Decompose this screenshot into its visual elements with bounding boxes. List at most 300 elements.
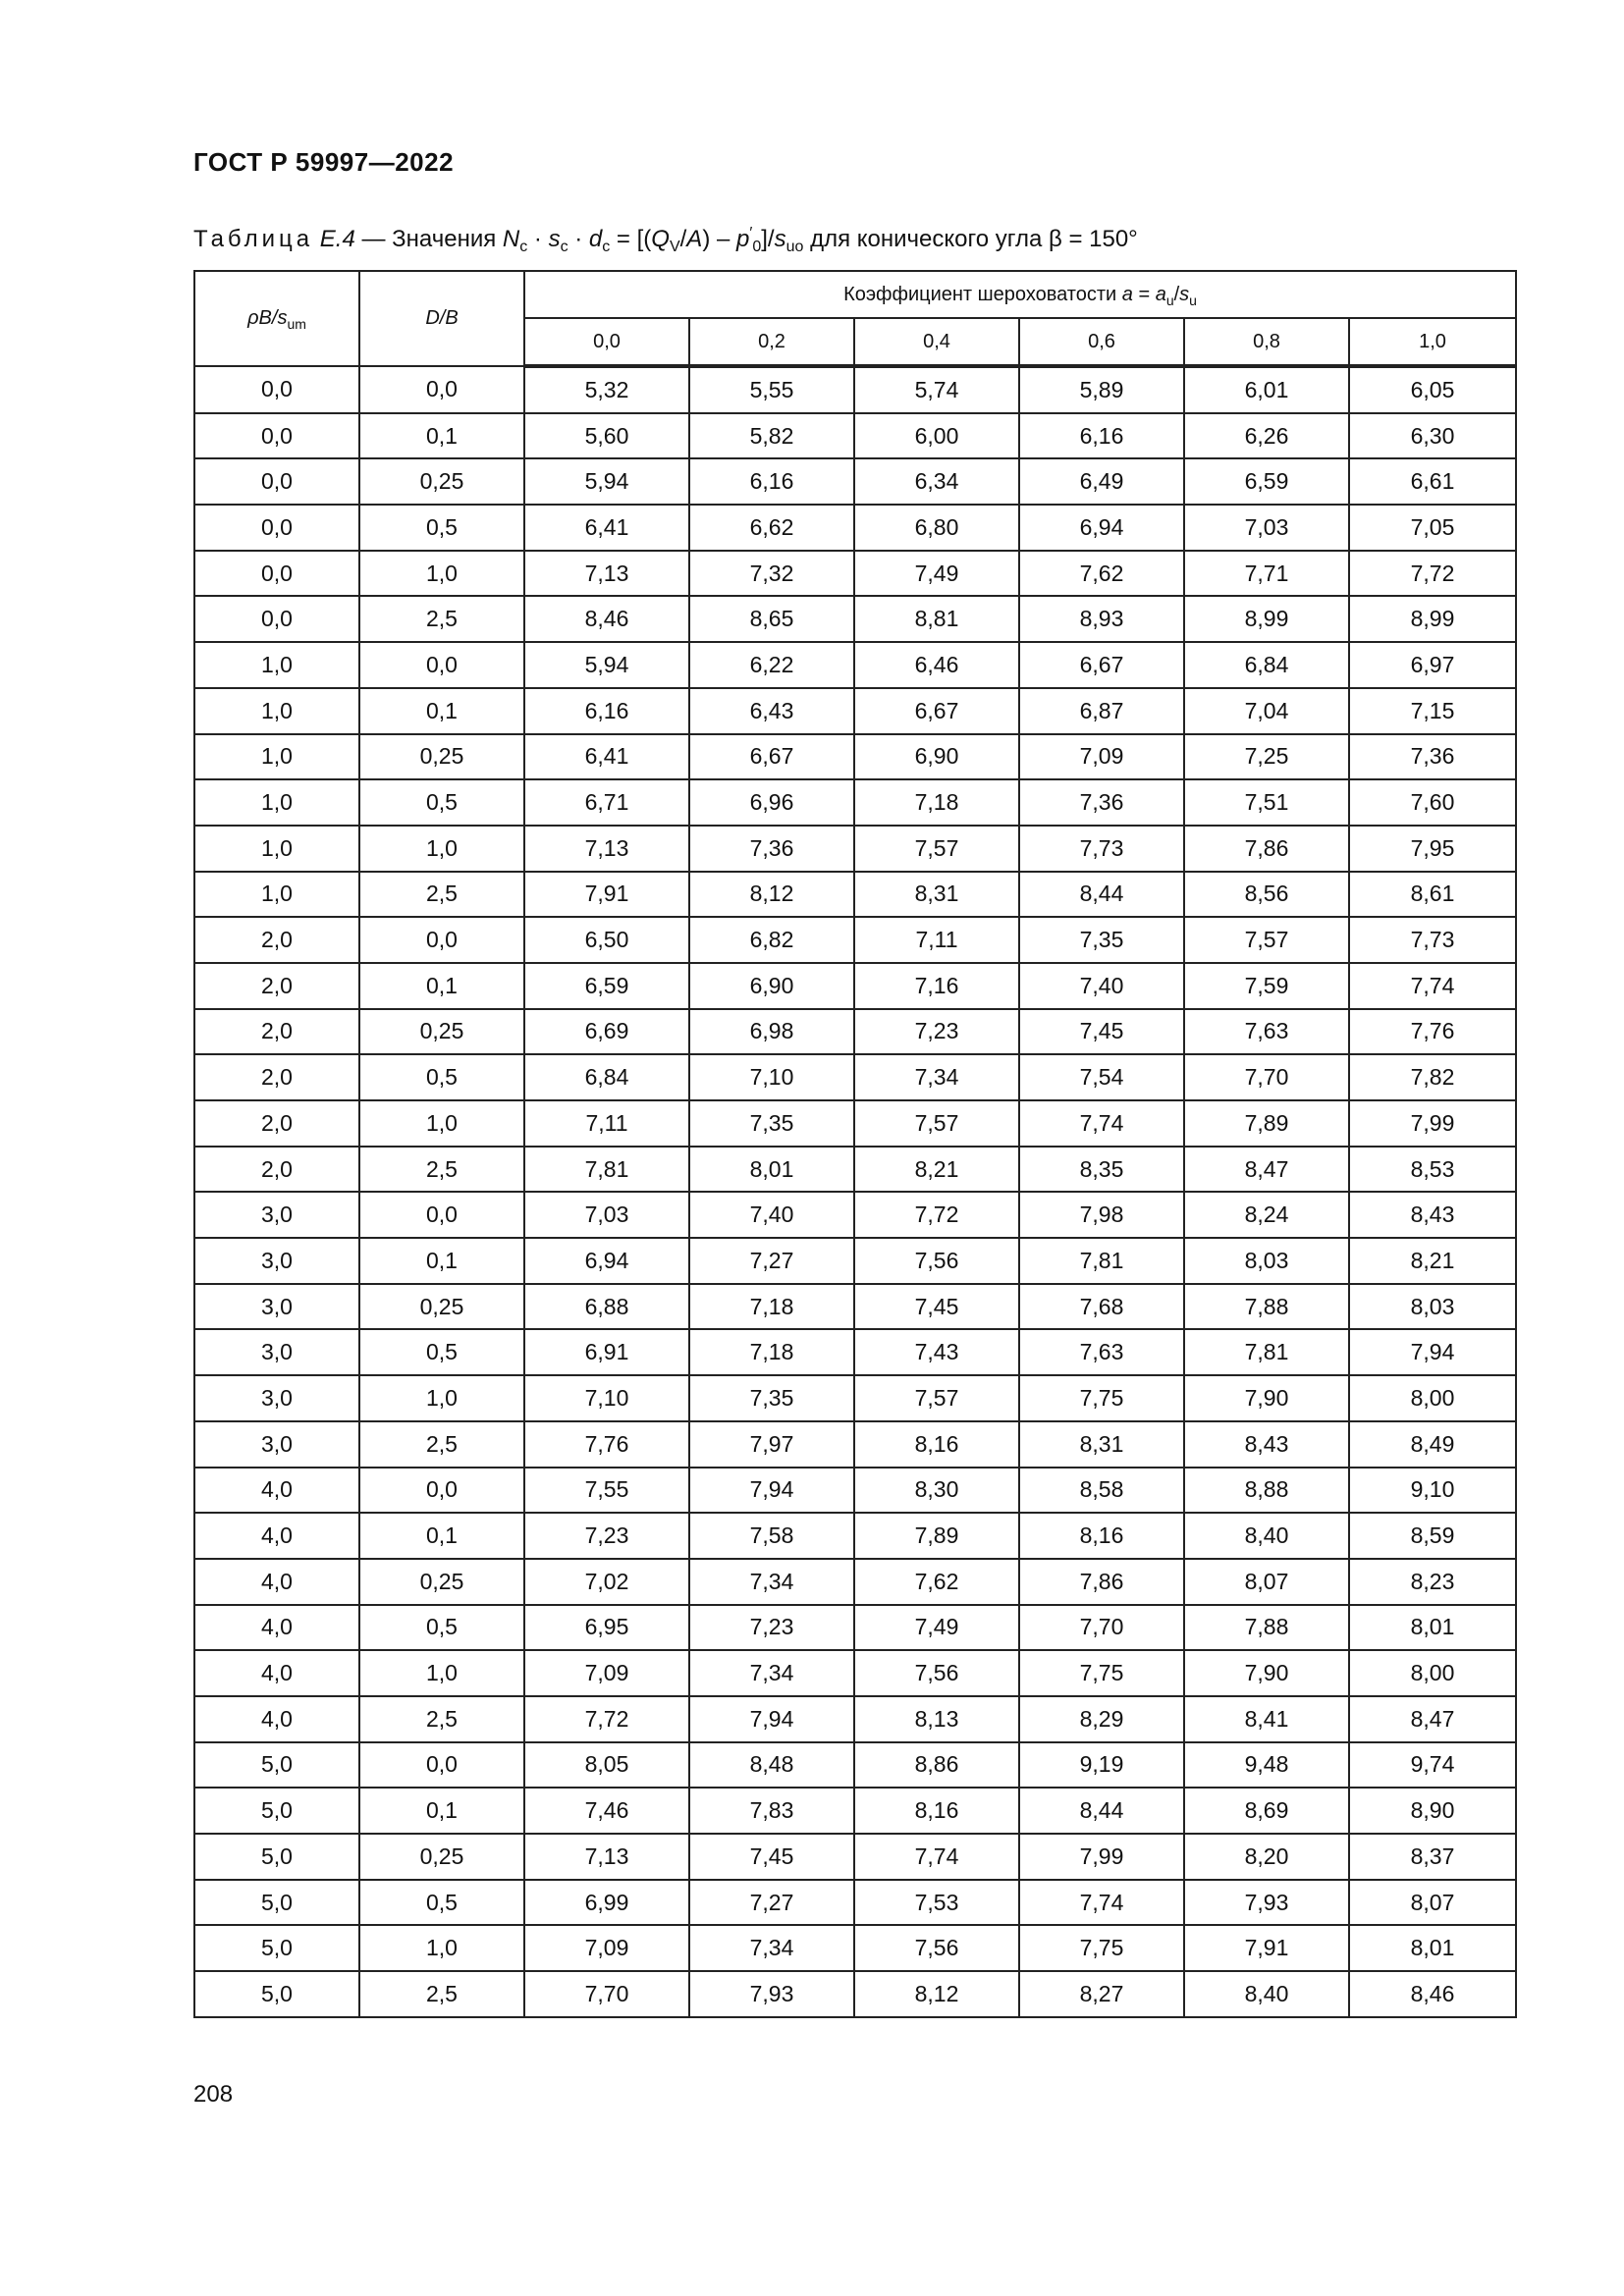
col-header-var: ρB/s	[247, 307, 288, 329]
cell-rho-b-s: 3,0	[194, 1238, 359, 1284]
caption-var-q: Q	[651, 226, 670, 252]
cell-d-b: 2,5	[359, 1696, 524, 1742]
cell-value: 7,75	[1019, 1925, 1184, 1971]
cell-rho-b-s: 1,0	[194, 642, 359, 688]
cell-value: 7,35	[689, 1100, 854, 1147]
cell-value: 8,21	[854, 1147, 1019, 1193]
cell-rho-b-s: 2,0	[194, 1009, 359, 1055]
cell-d-b: 0,25	[359, 734, 524, 780]
cell-d-b: 1,0	[359, 1650, 524, 1696]
cell-value: 6,80	[854, 505, 1019, 551]
caption-sub: uo	[785, 239, 804, 255]
cell-d-b: 0,0	[359, 1192, 524, 1238]
table-row	[194, 458, 1516, 505]
cell-value: 7,73	[1019, 826, 1184, 872]
cell-d-b: 2,5	[359, 872, 524, 918]
cell-d-b: 0,0	[359, 1742, 524, 1789]
cell-value: 6,22	[689, 642, 854, 688]
cell-value: 6,61	[1349, 458, 1516, 505]
cell-value: 6,62	[689, 505, 854, 551]
table-row	[194, 1100, 1516, 1147]
cell-value: 8,48	[689, 1742, 854, 1789]
table-caption	[193, 226, 1138, 253]
cell-value: 7,54	[1019, 1054, 1184, 1100]
cell-rho-b-s: 3,0	[194, 1421, 359, 1468]
cell-value: 7,90	[1184, 1375, 1349, 1421]
cell-value: 7,74	[1349, 963, 1516, 1009]
table-row	[194, 366, 1516, 413]
cell-value: 6,30	[1349, 413, 1516, 459]
cell-value: 7,62	[1019, 551, 1184, 597]
cell-d-b: 0,0	[359, 366, 524, 413]
cell-value: 7,25	[1184, 734, 1349, 780]
cell-value: 6,00	[854, 413, 1019, 459]
cell-value: 7,02	[524, 1559, 689, 1605]
cell-value: 7,40	[1019, 963, 1184, 1009]
cell-value: 7,45	[689, 1834, 854, 1880]
cell-rho-b-s: 3,0	[194, 1329, 359, 1375]
cell-value: 6,43	[689, 688, 854, 734]
group-header-eq: =	[1132, 283, 1156, 305]
coef-col-header: 0,8	[1184, 318, 1349, 366]
cell-value: 7,76	[1349, 1009, 1516, 1055]
cell-rho-b-s: 0,0	[194, 551, 359, 597]
cell-value: 6,34	[854, 458, 1019, 505]
cell-value: 7,34	[689, 1925, 854, 1971]
group-header-var: s	[1179, 283, 1190, 305]
cell-value: 8,27	[1019, 1971, 1184, 2017]
cell-value: 7,49	[854, 1605, 1019, 1651]
cell-value: 8,58	[1019, 1468, 1184, 1514]
cell-value: 7,27	[689, 1238, 854, 1284]
cell-value: 9,10	[1349, 1468, 1516, 1514]
table-row	[194, 917, 1516, 963]
cell-value: 7,05	[1349, 505, 1516, 551]
cell-value: 7,68	[1019, 1284, 1184, 1330]
cell-rho-b-s: 5,0	[194, 1788, 359, 1834]
table-row	[194, 1238, 1516, 1284]
cell-value: 7,89	[854, 1513, 1019, 1559]
cell-d-b: 0,5	[359, 505, 524, 551]
col-group-header-roughness	[524, 271, 1516, 318]
cell-value: 7,32	[689, 551, 854, 597]
caption-close: ]/	[761, 226, 775, 252]
table-row	[194, 1054, 1516, 1100]
cell-d-b: 0,0	[359, 917, 524, 963]
table-row	[194, 1375, 1516, 1421]
cell-rho-b-s: 3,0	[194, 1192, 359, 1238]
caption-minus: ) –	[702, 226, 736, 252]
cell-value: 8,21	[1349, 1238, 1516, 1284]
cell-value: 7,13	[524, 1834, 689, 1880]
cell-value: 8,35	[1019, 1147, 1184, 1193]
cell-value: 6,67	[1019, 642, 1184, 688]
cell-value: 7,63	[1184, 1009, 1349, 1055]
cell-value: 7,74	[1019, 1880, 1184, 1926]
cell-value: 6,95	[524, 1605, 689, 1651]
cell-value: 5,55	[689, 366, 854, 413]
cell-d-b: 0,0	[359, 1468, 524, 1514]
coefficient-table	[193, 270, 1517, 2018]
table-row	[194, 1650, 1516, 1696]
cell-value: 9,48	[1184, 1742, 1349, 1789]
caption-dot: ·	[527, 226, 549, 252]
cell-rho-b-s: 5,0	[194, 1742, 359, 1789]
cell-value: 7,16	[854, 963, 1019, 1009]
cell-value: 7,89	[1184, 1100, 1349, 1147]
cell-value: 7,34	[689, 1559, 854, 1605]
cell-value: 8,59	[1349, 1513, 1516, 1559]
coef-col-header: 0,0	[524, 318, 689, 366]
cell-d-b: 0,5	[359, 779, 524, 826]
table-row	[194, 642, 1516, 688]
caption-sub: c	[560, 239, 568, 255]
cell-value: 8,01	[1349, 1605, 1516, 1651]
cell-value: 7,91	[524, 872, 689, 918]
cell-value: 7,53	[854, 1880, 1019, 1926]
cell-value: 7,88	[1184, 1284, 1349, 1330]
cell-value: 7,35	[1019, 917, 1184, 963]
cell-value: 7,51	[1184, 779, 1349, 826]
cell-value: 6,94	[1019, 505, 1184, 551]
cell-value: 8,93	[1019, 596, 1184, 642]
cell-value: 7,83	[689, 1788, 854, 1834]
cell-value: 8,69	[1184, 1788, 1349, 1834]
cell-value: 7,93	[1184, 1880, 1349, 1926]
cell-value: 6,01	[1184, 366, 1349, 413]
cell-value: 7,09	[524, 1650, 689, 1696]
cell-value: 8,46	[1349, 1971, 1516, 2017]
cell-value: 8,65	[689, 596, 854, 642]
cell-value: 8,31	[1019, 1421, 1184, 1468]
cell-value: 7,11	[854, 917, 1019, 963]
cell-value: 6,69	[524, 1009, 689, 1055]
cell-value: 6,71	[524, 779, 689, 826]
cell-value: 7,81	[524, 1147, 689, 1193]
cell-value: 6,50	[524, 917, 689, 963]
table-row	[194, 688, 1516, 734]
cell-value: 7,73	[1349, 917, 1516, 963]
table-row	[194, 413, 1516, 459]
cell-d-b: 1,0	[359, 1100, 524, 1147]
cell-value: 7,56	[854, 1925, 1019, 1971]
cell-d-b: 0,0	[359, 642, 524, 688]
cell-rho-b-s: 5,0	[194, 1880, 359, 1926]
cell-value: 8,44	[1019, 1788, 1184, 1834]
cell-value: 7,23	[524, 1513, 689, 1559]
group-header-var: a	[1121, 283, 1133, 305]
cell-value: 7,70	[1019, 1605, 1184, 1651]
cell-value: 8,47	[1349, 1696, 1516, 1742]
cell-value: 7,04	[1184, 688, 1349, 734]
cell-value: 7,98	[1019, 1192, 1184, 1238]
cell-value: 7,43	[854, 1329, 1019, 1375]
page-number: 208	[193, 2081, 234, 2108]
cell-rho-b-s: 4,0	[194, 1513, 359, 1559]
group-header-sub: u	[1165, 292, 1174, 308]
cell-value: 7,10	[524, 1375, 689, 1421]
col-header-sub: um	[287, 316, 306, 332]
table-row	[194, 779, 1516, 826]
cell-rho-b-s: 1,0	[194, 688, 359, 734]
cell-value: 7,10	[689, 1054, 854, 1100]
cell-value: 8,03	[1349, 1284, 1516, 1330]
cell-value: 7,40	[689, 1192, 854, 1238]
cell-value: 7,34	[854, 1054, 1019, 1100]
cell-value: 7,72	[854, 1192, 1019, 1238]
cell-value: 8,90	[1349, 1788, 1516, 1834]
cell-value: 7,94	[689, 1468, 854, 1514]
table-row	[194, 1971, 1516, 2017]
cell-value: 8,12	[854, 1971, 1019, 2017]
cell-rho-b-s: 0,0	[194, 596, 359, 642]
cell-value: 7,94	[1349, 1329, 1516, 1375]
cell-value: 6,96	[689, 779, 854, 826]
cell-rho-b-s: 2,0	[194, 963, 359, 1009]
cell-value: 7,09	[1019, 734, 1184, 780]
coef-col-header: 0,4	[854, 318, 1019, 366]
caption-sub: 0	[752, 239, 762, 255]
cell-rho-b-s: 2,0	[194, 1100, 359, 1147]
table-row	[194, 1605, 1516, 1651]
cell-value: 8,49	[1349, 1421, 1516, 1468]
cell-d-b: 1,0	[359, 826, 524, 872]
cell-value: 8,81	[854, 596, 1019, 642]
cell-value: 8,00	[1349, 1650, 1516, 1696]
cell-value: 8,16	[854, 1421, 1019, 1468]
cell-value: 7,13	[524, 826, 689, 872]
cell-value: 7,55	[524, 1468, 689, 1514]
caption-var-s: s	[548, 226, 561, 252]
table-row	[194, 505, 1516, 551]
caption-slash: /	[679, 226, 687, 252]
col-header-rho-b-s	[194, 271, 359, 366]
cell-value: 8,07	[1349, 1880, 1516, 1926]
cell-value: 7,99	[1019, 1834, 1184, 1880]
cell-value: 6,94	[524, 1238, 689, 1284]
caption-sub: c	[602, 239, 611, 255]
table-row	[194, 1147, 1516, 1193]
cell-value: 7,59	[1184, 963, 1349, 1009]
cell-value: 8,40	[1184, 1971, 1349, 2017]
cell-value: 6,46	[854, 642, 1019, 688]
cell-value: 7,94	[689, 1696, 854, 1742]
cell-d-b: 0,25	[359, 1559, 524, 1605]
cell-value: 7,03	[524, 1192, 689, 1238]
cell-value: 7,57	[854, 826, 1019, 872]
cell-value: 7,75	[1019, 1650, 1184, 1696]
caption-var-s: s	[774, 226, 786, 252]
table-row	[194, 1834, 1516, 1880]
cell-value: 8,12	[689, 872, 854, 918]
cell-d-b: 1,0	[359, 551, 524, 597]
cell-value: 8,44	[1019, 872, 1184, 918]
cell-value: 5,82	[689, 413, 854, 459]
cell-value: 7,09	[524, 1925, 689, 1971]
cell-value: 8,31	[854, 872, 1019, 918]
cell-value: 7,56	[854, 1238, 1019, 1284]
caption-tail: для конического угла β = 150°	[803, 226, 1138, 252]
cell-value: 8,16	[1019, 1513, 1184, 1559]
cell-value: 8,37	[1349, 1834, 1516, 1880]
cell-value: 7,57	[1184, 917, 1349, 963]
cell-value: 8,99	[1184, 596, 1349, 642]
table-row	[194, 1468, 1516, 1514]
cell-value: 6,67	[689, 734, 854, 780]
cell-value: 8,41	[1184, 1696, 1349, 1742]
group-header-var: a	[1155, 283, 1166, 305]
cell-rho-b-s: 4,0	[194, 1696, 359, 1742]
cell-value: 7,58	[689, 1513, 854, 1559]
cell-value: 7,15	[1349, 688, 1516, 734]
group-header-slash: /	[1173, 283, 1180, 305]
cell-value: 7,76	[524, 1421, 689, 1468]
cell-rho-b-s: 0,0	[194, 413, 359, 459]
cell-value: 5,94	[524, 458, 689, 505]
cell-value: 6,67	[854, 688, 1019, 734]
cell-rho-b-s: 4,0	[194, 1605, 359, 1651]
table-row	[194, 826, 1516, 872]
cell-value: 7,46	[524, 1788, 689, 1834]
cell-value: 7,72	[524, 1696, 689, 1742]
cell-value: 6,84	[524, 1054, 689, 1100]
cell-rho-b-s: 5,0	[194, 1971, 359, 2017]
cell-value: 9,74	[1349, 1742, 1516, 1789]
cell-rho-b-s: 1,0	[194, 734, 359, 780]
cell-d-b: 0,1	[359, 688, 524, 734]
caption-text: — Значения	[354, 226, 503, 252]
cell-rho-b-s: 3,0	[194, 1375, 359, 1421]
cell-value: 7,18	[854, 779, 1019, 826]
cell-value: 9,19	[1019, 1742, 1184, 1789]
table-body	[194, 366, 1516, 2017]
cell-value: 7,81	[1184, 1329, 1349, 1375]
cell-value: 6,41	[524, 505, 689, 551]
cell-value: 7,97	[689, 1421, 854, 1468]
cell-rho-b-s: 1,0	[194, 779, 359, 826]
cell-value: 7,90	[1184, 1650, 1349, 1696]
cell-d-b: 1,0	[359, 1375, 524, 1421]
cell-value: 7,45	[1019, 1009, 1184, 1055]
cell-rho-b-s: 3,0	[194, 1284, 359, 1330]
caption-sub: V	[669, 239, 680, 255]
cell-d-b: 0,1	[359, 1788, 524, 1834]
cell-d-b: 0,25	[359, 1284, 524, 1330]
cell-rho-b-s: 4,0	[194, 1468, 359, 1514]
cell-value: 6,05	[1349, 366, 1516, 413]
cell-value: 8,23	[1349, 1559, 1516, 1605]
cell-value: 8,03	[1184, 1238, 1349, 1284]
table-row	[194, 1421, 1516, 1468]
cell-value: 8,88	[1184, 1468, 1349, 1514]
caption-var-d: d	[588, 226, 603, 252]
cell-value: 7,70	[524, 1971, 689, 2017]
cell-value: 8,86	[854, 1742, 1019, 1789]
table-row	[194, 963, 1516, 1009]
cell-value: 6,16	[1019, 413, 1184, 459]
cell-value: 7,75	[1019, 1375, 1184, 1421]
caption-eq: = [(	[610, 226, 652, 252]
cell-rho-b-s: 4,0	[194, 1559, 359, 1605]
cell-value: 7,86	[1019, 1559, 1184, 1605]
cell-value: 7,95	[1349, 826, 1516, 872]
cell-value: 8,13	[854, 1696, 1019, 1742]
cell-value: 8,53	[1349, 1147, 1516, 1193]
cell-value: 7,91	[1184, 1925, 1349, 1971]
cell-rho-b-s: 0,0	[194, 366, 359, 413]
cell-value: 7,36	[1349, 734, 1516, 780]
cell-value: 6,84	[1184, 642, 1349, 688]
cell-rho-b-s: 2,0	[194, 1054, 359, 1100]
cell-value: 7,74	[1019, 1100, 1184, 1147]
cell-value: 7,49	[854, 551, 1019, 597]
cell-value: 7,99	[1349, 1100, 1516, 1147]
cell-value: 8,61	[1349, 872, 1516, 918]
cell-value: 6,97	[1349, 642, 1516, 688]
cell-value: 7,45	[854, 1284, 1019, 1330]
cell-d-b: 0,25	[359, 1834, 524, 1880]
cell-rho-b-s: 0,0	[194, 505, 359, 551]
cell-value: 6,49	[1019, 458, 1184, 505]
cell-d-b: 0,5	[359, 1880, 524, 1926]
cell-value: 7,34	[689, 1650, 854, 1696]
table-row	[194, 734, 1516, 780]
cell-value: 6,90	[689, 963, 854, 1009]
cell-value: 8,07	[1184, 1559, 1349, 1605]
cell-d-b: 0,1	[359, 1513, 524, 1559]
cell-d-b: 2,5	[359, 596, 524, 642]
table-row	[194, 1192, 1516, 1238]
cell-d-b: 2,5	[359, 1421, 524, 1468]
cell-value: 7,27	[689, 1880, 854, 1926]
table-row	[194, 1009, 1516, 1055]
caption-sub: c	[519, 239, 528, 255]
cell-value: 8,99	[1349, 596, 1516, 642]
cell-value: 7,63	[1019, 1329, 1184, 1375]
cell-d-b: 2,5	[359, 1971, 524, 2017]
caption-table-number: E.4	[319, 226, 355, 252]
cell-value: 8,30	[854, 1468, 1019, 1514]
cell-value: 7,81	[1019, 1238, 1184, 1284]
cell-value: 8,46	[524, 596, 689, 642]
cell-value: 6,16	[689, 458, 854, 505]
cell-value: 8,40	[1184, 1513, 1349, 1559]
cell-rho-b-s: 4,0	[194, 1650, 359, 1696]
cell-value: 7,23	[689, 1605, 854, 1651]
caption-sup: ′	[749, 225, 753, 241]
caption-var-n: N	[502, 226, 520, 252]
cell-value: 5,94	[524, 642, 689, 688]
table-row	[194, 1559, 1516, 1605]
cell-rho-b-s: 5,0	[194, 1834, 359, 1880]
cell-value: 8,47	[1184, 1147, 1349, 1193]
coef-col-header: 1,0	[1349, 318, 1516, 366]
cell-d-b: 0,5	[359, 1329, 524, 1375]
cell-d-b: 1,0	[359, 1925, 524, 1971]
cell-value: 7,13	[524, 551, 689, 597]
cell-value: 7,11	[524, 1100, 689, 1147]
header-row	[194, 271, 1516, 318]
cell-value: 7,74	[854, 1834, 1019, 1880]
cell-d-b: 0,25	[359, 1009, 524, 1055]
cell-value: 7,93	[689, 1971, 854, 2017]
table-head	[194, 271, 1516, 366]
cell-value: 7,71	[1184, 551, 1349, 597]
cell-value: 8,01	[689, 1147, 854, 1193]
cell-value: 6,88	[524, 1284, 689, 1330]
cell-value: 7,03	[1184, 505, 1349, 551]
cell-value: 7,36	[689, 826, 854, 872]
